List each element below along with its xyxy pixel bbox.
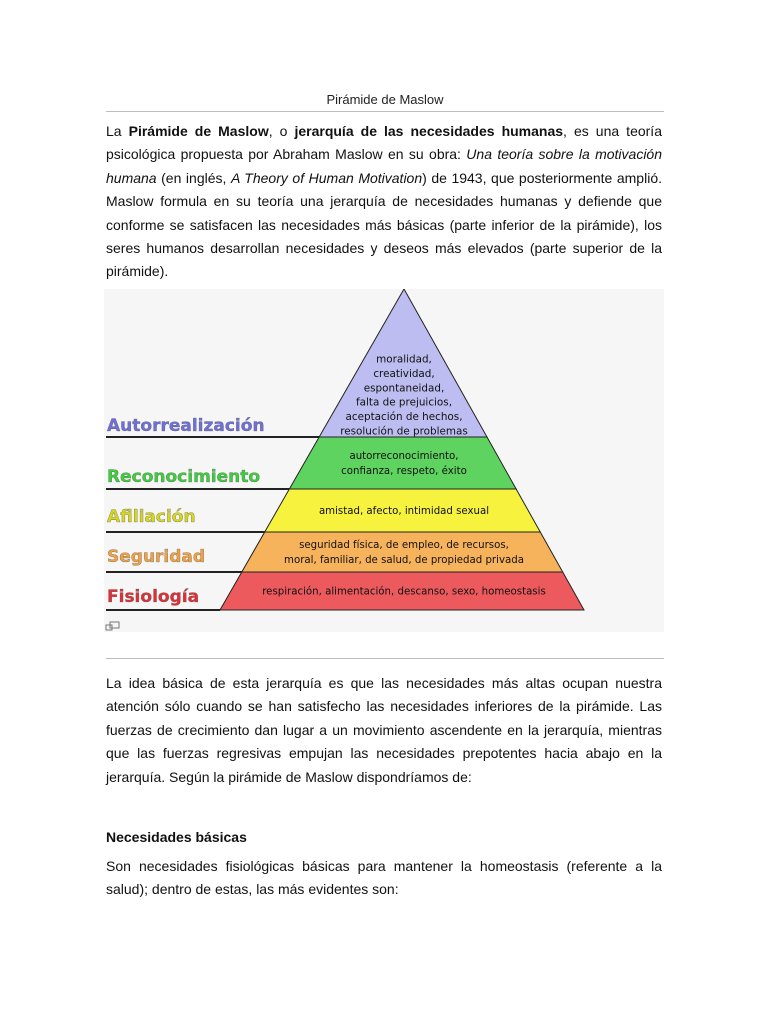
intro-bold-hierarchy: jerarquía de las necesidades humanas <box>294 123 564 139</box>
intro-text-2: , o <box>268 123 295 139</box>
intro-paragraph <box>106 120 662 284</box>
level-text: moral, familiar, de salud, de propiedad privada <box>284 555 524 566</box>
section-heading: Necesidades básicas <box>106 829 247 845</box>
intro-italic-english: A Theory of Human Motivation <box>230 169 423 186</box>
title-rule <box>106 111 664 112</box>
level-text: confianza, respeto, éxito <box>341 466 467 477</box>
intro-text-5: ) de 1943, que posteriormente amplió. Maslow formula en su teoría una jerarquía de necesidades humanas y defiende que conforme se satisfacen las necesidades más básicas (parte inferior de la pirámide), los seres humanos desarrollan necesidades y deseos más elevados (parte superior de la pirámide). <box>106 169 662 280</box>
pyramid-level-4 <box>242 532 563 572</box>
level-label: Fisiología <box>107 587 200 607</box>
level-text: aceptación de hechos, <box>345 411 463 424</box>
intro-italic-work: Una teoría sobre la motivación humana <box>106 146 662 186</box>
level-text: resolución de problemas <box>340 425 468 438</box>
level-text: autorreconocimiento, <box>349 451 459 462</box>
pyramid-diagram <box>104 289 664 632</box>
level-label: Reconocimiento <box>107 467 261 487</box>
page-title: Pirámide de Maslow <box>326 92 444 107</box>
level-label: Afiliación <box>107 507 196 527</box>
intro-text-1: La <box>106 123 129 139</box>
pyramid-figure <box>104 289 664 632</box>
intro-text-3: , es una teoría psicológica propuesta por Abraham Maslow en su obra: <box>106 123 662 163</box>
level-text: espontaneidad, <box>363 382 445 395</box>
level-text: falta de prejuicios, <box>355 396 453 409</box>
level-text: respiración, alimentación, descanso, sexo, homeostasis <box>262 586 546 598</box>
intro-text-4: (en inglés, <box>156 169 231 186</box>
enlarge-icon[interactable] <box>106 622 119 630</box>
body-paragraph: La idea básica de esta jerarquía es que las necesidades más altas ocupan nuestra atención sólo cuando se han satisfecho las necesidades inferiores de la pirámide. Las fuerzas de crecimiento dan lugar a un movimiento ascendente en la jerarquía, mientras que las fuerzas regresivas empujan las necesidades prepotentes hacia abajo en la jerarquía. Según la pirámide de Maslow dispondríamos de: <box>106 675 662 785</box>
figure-rule <box>106 658 664 659</box>
section-paragraph: Son necesidades fisiológicas básicas para mantener la homeostasis (referente a la salud); dentro de estas, las más evidentes son: <box>106 858 662 898</box>
level-text: amistad, afecto, intimidad sexual <box>318 506 490 517</box>
level-text: creatividad, <box>373 367 435 380</box>
pyramid-level-2 <box>289 437 516 489</box>
level-text: moralidad, <box>376 353 432 366</box>
level-label: Seguridad <box>107 547 206 567</box>
level-label: Autorrealización <box>107 416 265 436</box>
intro-bold-pyramid: Pirámide de Maslow <box>128 123 269 139</box>
level-text: seguridad física, de empleo, de recursos, <box>299 540 509 551</box>
